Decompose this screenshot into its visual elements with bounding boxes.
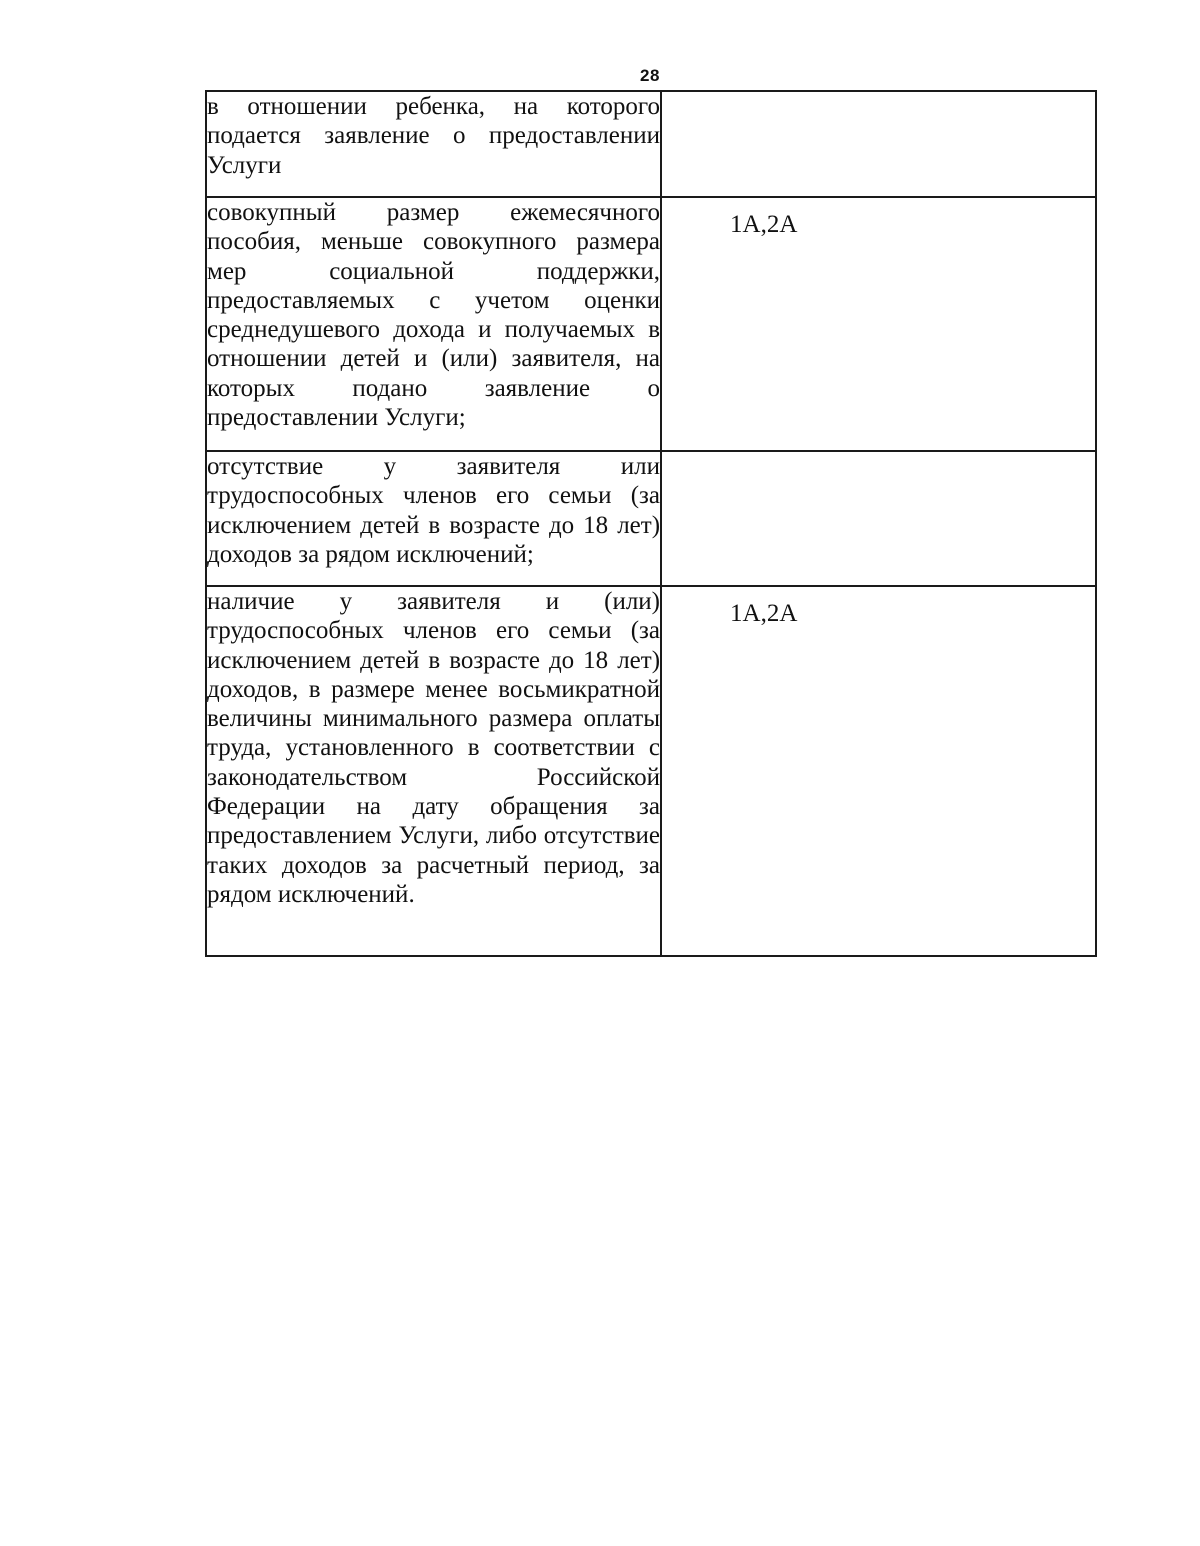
condition-text-cell: отсутствие у заявителя или трудоспособных членов его семьи (за исключением детей в возрасте до 18 лет) доходов за рядом исключений; [206,451,661,586]
table-row [206,451,1096,586]
table-row [206,91,1096,197]
code-cell [661,197,1096,451]
code-cell [661,451,1096,586]
condition-text-cell: в отношении ребенка, на которого подается заявление о предоставлении Услуги [206,91,661,197]
code-value: 1А,2А [730,600,798,627]
document-table [205,90,1097,957]
code-cell [661,586,1096,956]
table-row [206,197,1096,451]
code-value: 1А,2А [730,211,798,238]
condition-text-cell: наличие у заявителя и (или) трудоспособных членов его семьи (за исключением детей в возрасте до 18 лет) доходов, в размере менее восьмикратной величины минимального размера оплаты труда, установленного в соответствии с законодательством Российской Федерации на дату обращения за предоставлением Услуги, либо отсутствие таких доходов за расчетный период, за рядом исключений. [206,586,661,956]
page-number: 28 [640,66,660,85]
condition-text-cell: совокупный размер ежемесячного пособия, меньше совокупного размера мер социальной поддержки, предоставляемых с учетом оценки среднедушевого дохода и получаемых в отношении детей и (или) заявителя, на которых подано заявление о предоставлении Услуги; [206,197,661,451]
table-row [206,586,1096,956]
code-cell [661,91,1096,197]
